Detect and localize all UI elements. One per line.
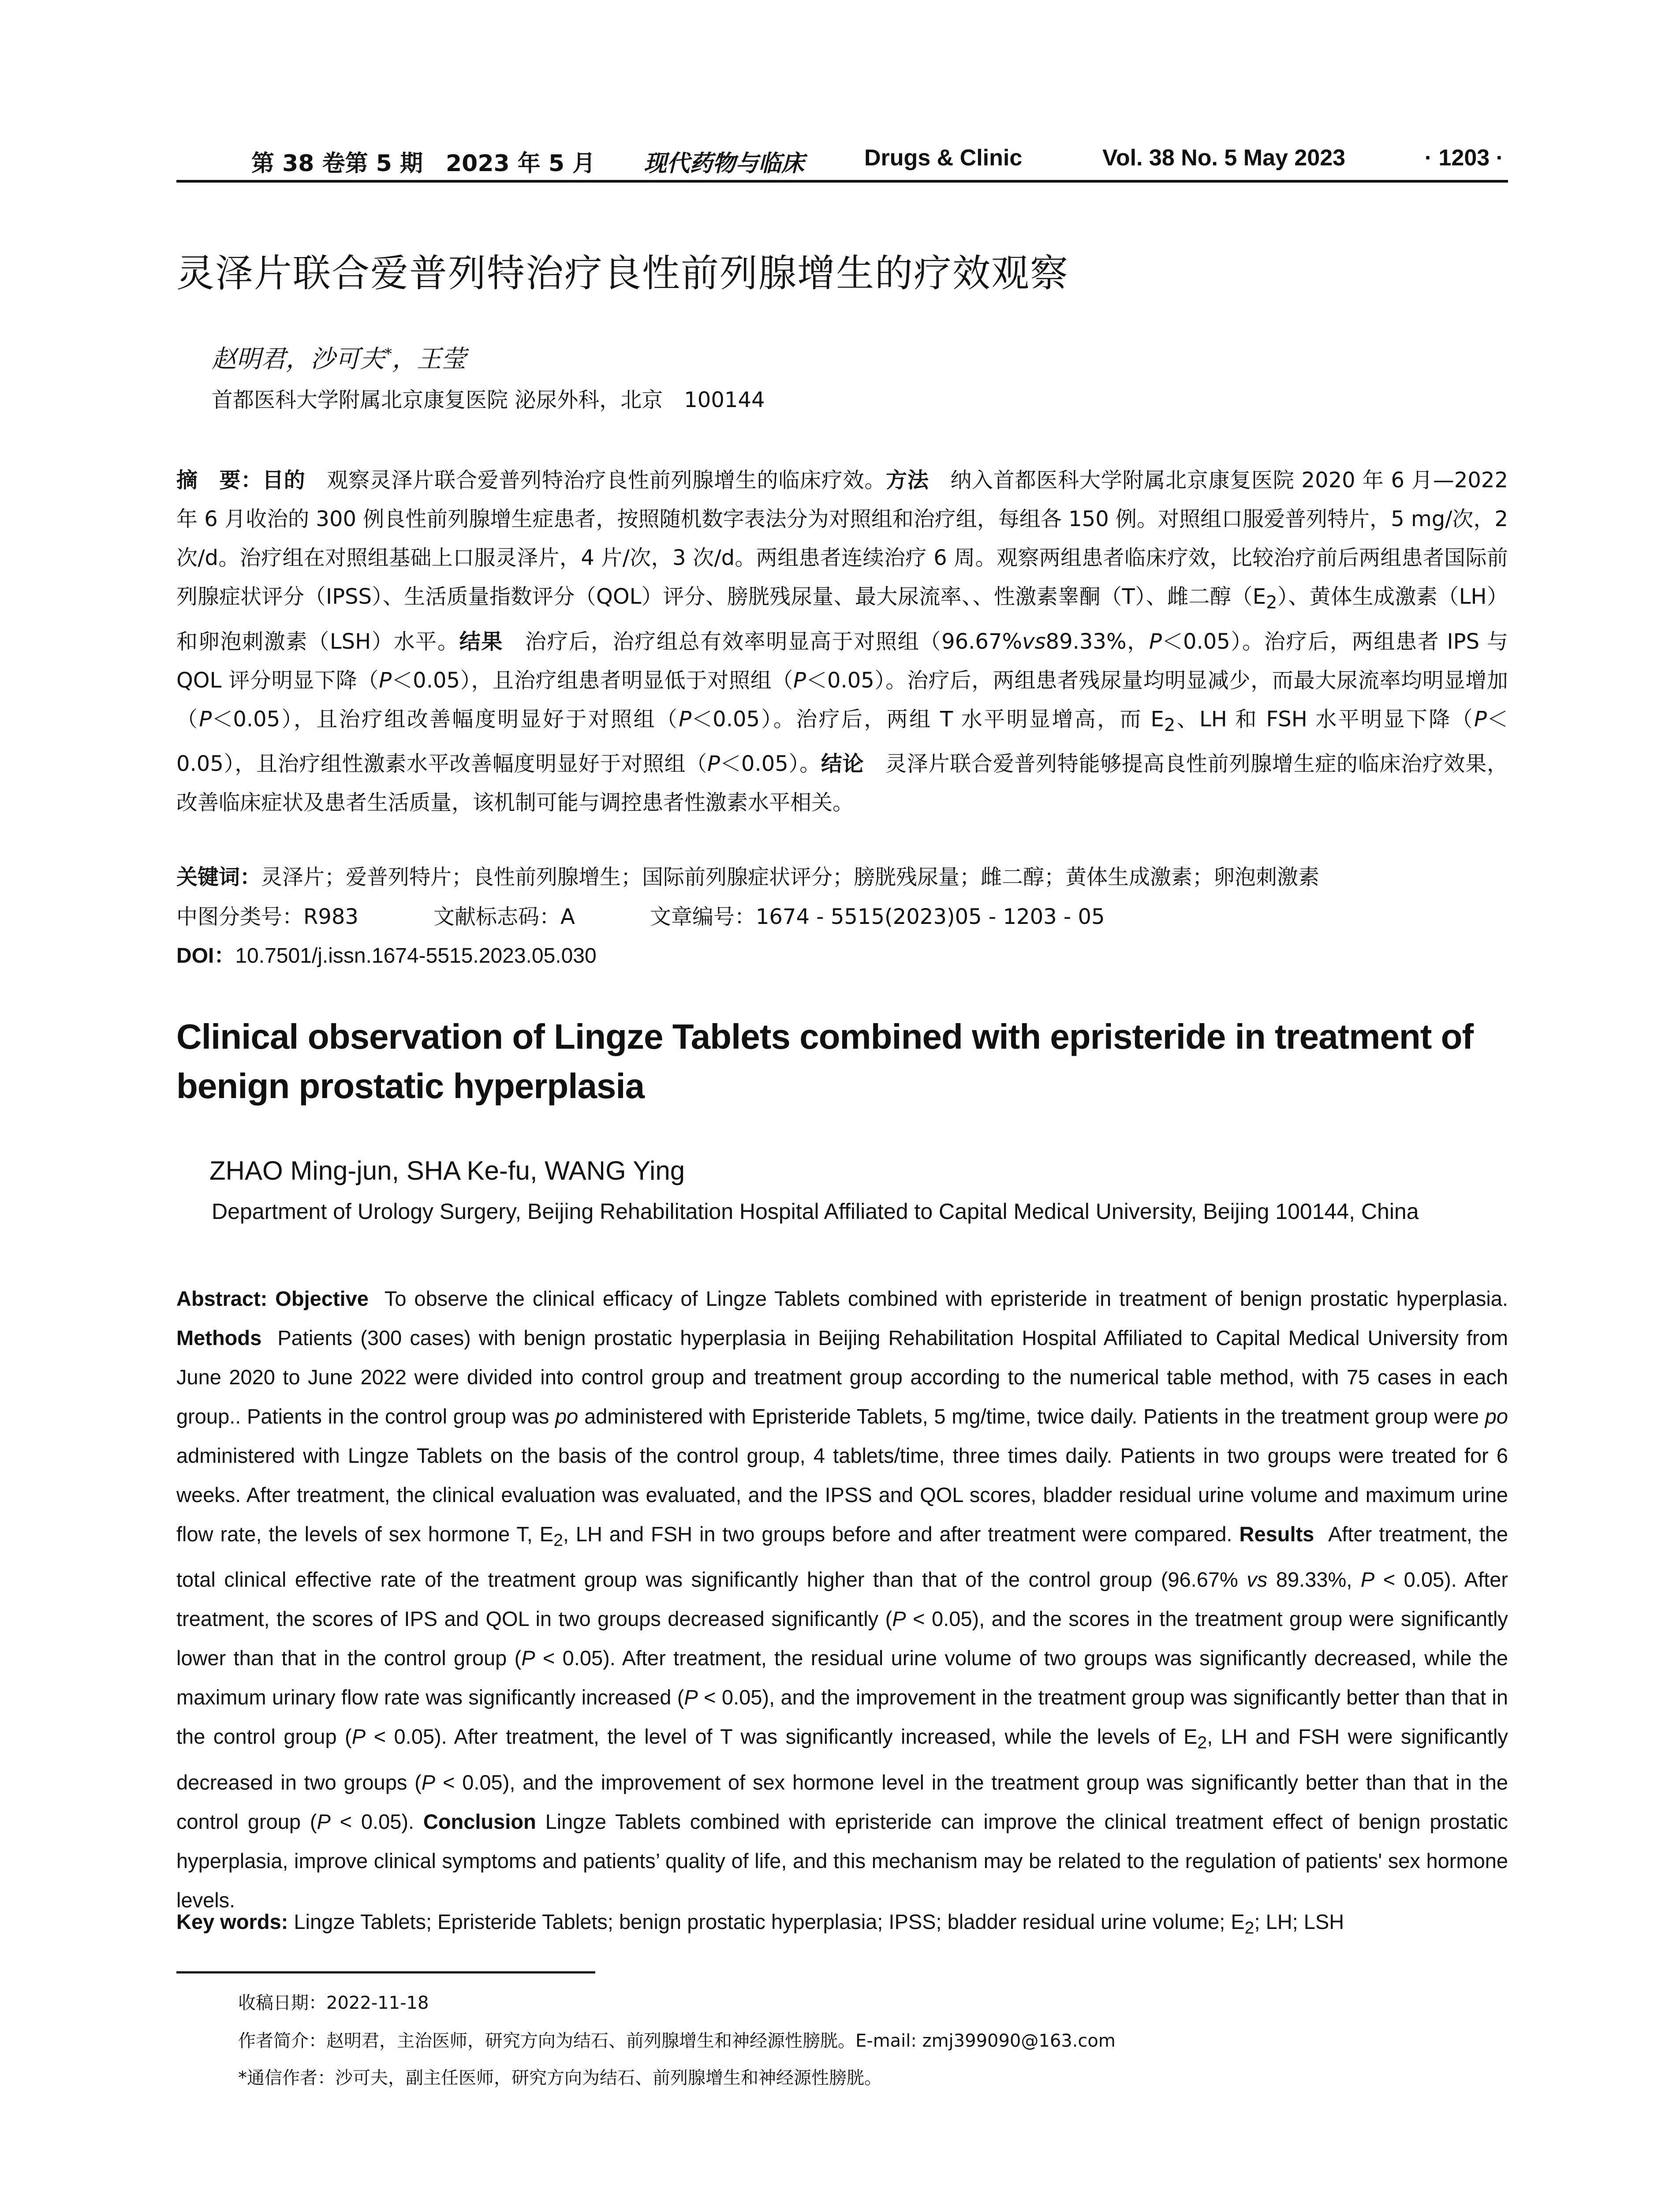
abstract-cn-methods-tail: ）、黄体生成激素（LH）和卵泡刺激素（LSH）水平。 xyxy=(176,584,1508,654)
title-cn: 灵泽片联合爱普列特治疗良性前列腺增生的疗效观察 xyxy=(176,251,1069,295)
footnote-received: 收稿日期：2022-11-18 xyxy=(238,1993,429,2013)
affiliation-en: Department of Urology Surgery, Beijing Rehabilitation Hospital Affiliated to Capital Medical University, Beijing 100144, China xyxy=(212,1199,1419,1224)
subscript: 2 xyxy=(1164,715,1176,736)
subscript: 2 xyxy=(1197,1733,1207,1753)
p-italic: P xyxy=(793,668,806,693)
p-italic: P xyxy=(1360,1568,1375,1592)
abstract-en-label: Abstract: xyxy=(176,1287,268,1310)
doi-label: DOI： xyxy=(176,944,235,968)
abstract-en-results: < 0.05). xyxy=(340,1809,414,1833)
header-volume-cn: 第 38 卷第 5 期 2023 年 5 月 xyxy=(251,150,596,177)
abstract-cn-results-label: 结果 xyxy=(459,629,504,654)
p-italic: P xyxy=(892,1607,906,1631)
keywords-en-text-tail: ; LH; LSH xyxy=(1254,1910,1344,1933)
p-italic: P xyxy=(521,1646,535,1670)
abstract-en-conclusion: Lingze Tablets combined with epristeride can improve the clinical treatment effect of benign prostatic hyperplasia, improve clinical symptoms and patients’ quality of life, and this mechanism may be related to the regulation of patients' sex hormone levels. xyxy=(176,1809,1508,1912)
header-journal-cn: 现代药物与临床 xyxy=(644,150,805,177)
running-header xyxy=(176,140,1508,183)
p-italic: P xyxy=(421,1770,436,1794)
title-en: Clinical observation of Lingze Tablets combined with epristeride in treatment of benign prostatic hyperplasia xyxy=(176,1017,1474,1106)
vs-italic: vs xyxy=(1247,1568,1268,1592)
abstract-en-methods-label: Methods xyxy=(176,1326,262,1349)
abstract-en-results: < 0.05). After treatment, the residual urine volume of two groups was significantly decreased, while the maximum urinary flow rate was significantly increased ( xyxy=(176,1646,1508,1709)
header-journal-en: Drugs & Clinic xyxy=(864,145,1023,171)
abstract-en-methods: Patients (300 cases) with benign prostatic hyperplasia in Beijing Rehabilitation Hospital Affiliated to Capital Medical University from June 2020 to June 2022 were divided into control group and treatment group according to the numerical table method, with 75 cases in each group.. Patients in the control group was xyxy=(176,1326,1508,1428)
abstract-cn-results: ＜0.05）。 xyxy=(720,751,821,777)
doi-line xyxy=(176,938,597,969)
authors-cn xyxy=(212,340,466,375)
abstract-cn-results: 治疗后，治疗组总有效率明显高于对照组（96.67% xyxy=(503,629,1023,654)
p-italic: P xyxy=(1474,706,1487,732)
abstract-cn-results: 、LH 和 FSH 水平明显下降（ xyxy=(1175,706,1475,732)
keywords-en-label: Key words: xyxy=(176,1910,288,1933)
subscript: 2 xyxy=(1244,1918,1254,1938)
abstract-cn-results: ＜0.05），且治疗组改善幅度明显好于对照组（ xyxy=(212,706,679,732)
subscript: 2 xyxy=(553,1531,563,1550)
abstract-en-conclusion-label: Conclusion xyxy=(423,1809,536,1833)
abstract-cn-results: ＜0.05），且治疗组性激素水平改善幅度明显好于对照组（ xyxy=(176,706,1508,777)
abstract-en-methods: , LH and FSH in two groups before and after treatment were compared. xyxy=(563,1522,1232,1546)
abstract-en-results: < 0.05), and the scores in the treatment group were significantly lower than that in the control group ( xyxy=(176,1607,1508,1670)
keywords-cn-label: 关键词： xyxy=(176,865,261,889)
p-italic: P xyxy=(317,1809,331,1833)
vs-italic: vs xyxy=(1022,629,1046,654)
p-italic: P xyxy=(351,1725,366,1749)
abstract-en-objective-label: Objective xyxy=(275,1287,369,1310)
abstract-en-results: , LH and FSH were significantly decreased in two groups ( xyxy=(176,1725,1508,1794)
document-code: 文献标志码：A xyxy=(433,904,575,929)
p-italic: P xyxy=(1149,629,1162,654)
classification-line xyxy=(176,900,1105,930)
abstract-en-results: After treatment, the total clinical effective rate of the treatment group was significantly higher than that of the control group (96.67% xyxy=(176,1522,1508,1592)
abstract-cn-results: ＜0.05），且治疗组患者明显低于对照组（ xyxy=(392,668,794,693)
abstract-cn-results: ＜0.05）。治疗后，两组 T 水平明显增高，而 E xyxy=(691,706,1164,732)
po-italic: po xyxy=(1485,1405,1508,1428)
abstract-cn-conclusion-label: 结论 xyxy=(821,751,864,777)
corresponding-mark: * xyxy=(385,345,392,363)
abstract-en-results: < 0.05). After treatment, the level of T was significantly increased, while the levels of E xyxy=(373,1725,1198,1749)
header-page-number: · 1203 · xyxy=(1424,145,1504,171)
abstract-cn xyxy=(176,461,1508,822)
abstract-en-results: < 0.05), and the improvement in the treatment group was significantly better than that in the control group ( xyxy=(176,1686,1508,1749)
footnote-divider xyxy=(176,1971,595,1973)
p-italic: P xyxy=(679,706,692,732)
abstract-cn-methods-label: 方法 xyxy=(886,468,929,493)
authors-cn-names: 赵明君，沙可夫 xyxy=(212,345,385,374)
abstract-cn-conclusion: 灵泽片联合爱普列特能够提高良性前列腺增生症的临床治疗效果，改善临床症状及患者生活质量，该机制可能与调控患者性激素水平相关。 xyxy=(176,751,1508,815)
clc-number: 中图分类号：R983 xyxy=(176,904,358,929)
abstract-en xyxy=(176,1279,1508,1920)
keywords-cn xyxy=(176,860,1319,890)
keywords-cn-text: 灵泽片；爱普列特片；良性前列腺增生；国际前列腺症状评分；膀胱残尿量；雌二醇；黄体生成激素；卵泡刺激素 xyxy=(261,865,1320,889)
keywords-en-text: Lingze Tablets; Epristeride Tablets; benign prostatic hyperplasia; IPSS; bladder residual urine volume; E xyxy=(294,1910,1245,1933)
affiliation-cn: 首都医科大学附属北京康复医院 泌尿外科，北京 100144 xyxy=(212,388,765,412)
po-italic: po xyxy=(555,1405,579,1428)
abstract-cn-results: ＜0.05）。治疗后，两组患者残尿量均明显减少，而最大尿流率均明显增加（ xyxy=(176,668,1508,732)
authors-cn-rest: ，王莹 xyxy=(392,345,466,374)
doi-value: 10.7501/j.issn.1674-5515.2023.05.030 xyxy=(235,944,597,968)
footnote-author-bio: 作者简介：赵明君，主治医师，研究方向为结石、前列腺增生和神经源性膀胱。E-mail: zmj399090@163.com xyxy=(238,2031,1116,2051)
article-number: 文章编号：1674 - 5515(2023)05 - 1203 - 05 xyxy=(650,904,1105,929)
abstract-en-methods: administered with Lingze Tablets on the basis of the control group, 4 tablets/time, three times daily. Patients in two groups were treated for 6 weeks. After treatment, the clinical evaluation was evaluated, and the IPSS and QOL scores, bladder residual urine volume and maximum urine flow rate, the levels of sex hormone T, E xyxy=(176,1444,1508,1546)
abstract-en-results: < 0.05), and the improvement of sex hormone level in the treatment group was significantly better than that in the control group ( xyxy=(176,1770,1508,1833)
p-italic: P xyxy=(379,668,392,693)
abstract-cn-results: 89.33%， xyxy=(1045,629,1149,654)
p-italic: P xyxy=(707,751,720,777)
abstract-cn-objective-label: 目的 xyxy=(262,468,306,493)
abstract-cn-label: 摘 要： xyxy=(176,468,263,493)
p-italic: P xyxy=(684,1686,698,1709)
abstract-cn-objective: 观察灵泽片联合爱普列特治疗良性前列腺增生的临床疗效。 xyxy=(305,468,886,493)
keywords-en xyxy=(176,1910,1344,1938)
abstract-en-results-label: Results xyxy=(1239,1522,1314,1546)
abstract-cn-results: ＜0.05）。治疗后，两组患者 IPS 与 QOL 评分明显下降（ xyxy=(176,629,1508,693)
p-italic: P xyxy=(199,706,212,732)
abstract-en-objective: To observe the clinical efficacy of Lingze Tablets combined with epristeride in treatment of benign prostatic hyperplasia. xyxy=(384,1287,1508,1310)
abstract-en-results: < 0.05). After treatment, the scores of IPS and QOL in two groups decreased significantly ( xyxy=(176,1568,1508,1631)
abstract-en-methods: administered with Epristeride Tablets, 5 mg/time, twice daily. Patients in the treatment group were xyxy=(584,1405,1479,1428)
authors-en: ZHAO Ming-jun, SHA Ke-fu, WANG Ying xyxy=(209,1156,685,1185)
subscript: 2 xyxy=(1266,592,1277,613)
abstract-cn-methods: 纳入首都医科大学附属北京康复医院 2020 年 6 月—2022 年 6 月收治的 300 例良性前列腺增生症患者，按照随机数字表法分为对照组和治疗组，每组各 150 例。对照组口服爱普列特片，5 mg/次，2 次/d。治疗组在对照组基础上口服灵泽片，4 片/次，3 次/d。两组患者连续治疗 6 周。观察两组患者临床疗效，比较治疗前后两组患者国际前列腺症状评分（IPSS）、生活质量指数评分（QOL）评分、膀胱残尿量、最大尿流率、、性激素睾酮（T）、雌二醇（E xyxy=(176,468,1508,609)
abstract-en-results: 89.33%, xyxy=(1276,1568,1352,1592)
header-volume-en: Vol. 38 No. 5 May 2023 xyxy=(1102,145,1346,171)
footnote-corresponding: *通信作者：沙可夫，副主任医师，研究方向为结石、前列腺增生和神经源性膀胱。 xyxy=(238,2068,882,2088)
